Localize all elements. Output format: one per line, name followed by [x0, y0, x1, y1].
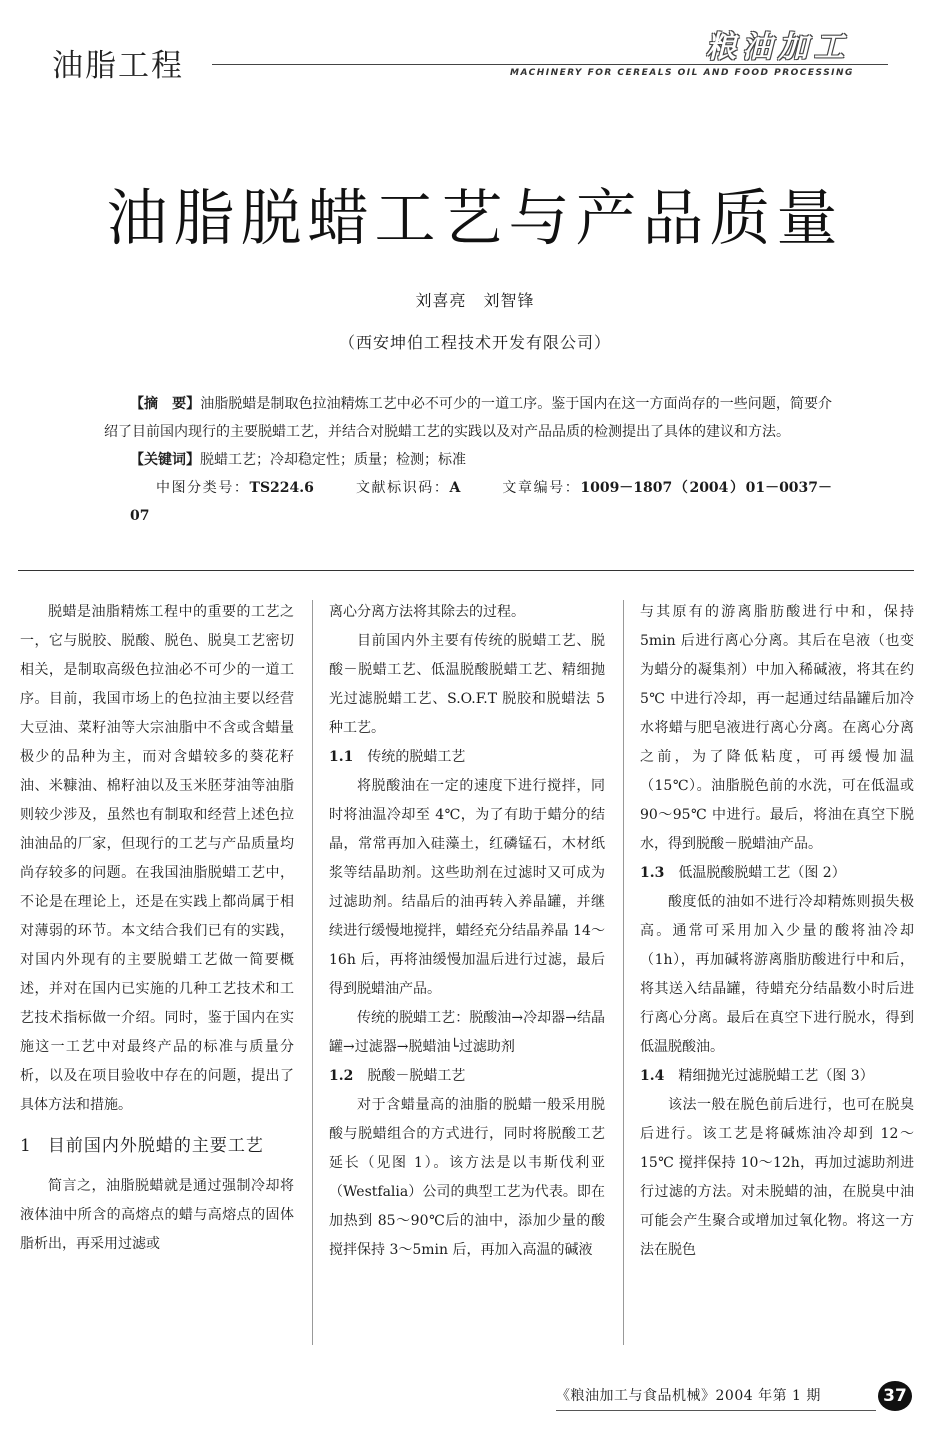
- section-heading-1: [20, 1130, 294, 1162]
- heading-number: 1.1: [329, 749, 354, 765]
- column-separator: [623, 600, 624, 1345]
- section-title: 油脂工程: [52, 48, 184, 84]
- flow-branch: └过滤助剂: [450, 1039, 515, 1055]
- article-title: 油脂脱蜡工艺与产品质量: [106, 183, 844, 254]
- abstract-tag: 【摘 要】: [130, 396, 201, 412]
- abstract: [104, 390, 832, 446]
- heading-text: 传统的脱蜡工艺: [367, 749, 466, 765]
- article-number-value: 1009－1807（2004）01－0037－07: [130, 480, 833, 524]
- heading-text: 低温脱酸脱蜡工艺（图 2）: [678, 865, 846, 881]
- heading-text: 精细抛光过滤脱蜡工艺（图 3）: [678, 1068, 874, 1084]
- keywords-text: 脱蜡工艺；冷却稳定性；质量；检测；标准: [200, 452, 466, 468]
- keywords-tag: 【关键词】: [130, 452, 200, 468]
- article-number-label: 文章编号：: [502, 480, 581, 496]
- paragraph: 该法一般在脱色前后进行，也可在脱臭后进行。该工艺是将碱炼油冷却到 12～15℃ 搅拌保持 10～12h，再加过滤助剂进行过滤的方法。对未脱蜡的油，在脱臭中油可能会产生聚合或增加过氧化物。将这一方法在脱色: [640, 1097, 914, 1258]
- abstract-divider: [18, 570, 914, 571]
- heading-number: 1.3: [640, 865, 665, 881]
- paragraph: 与其原有的游离脂肪酸进行中和，保持 5min 后进行离心分离。其后在皂液（也变为蜡分的凝集剂）中加入稀碱液，将其在约 5℃ 中进行冷却，再一起通过结晶罐后加冷水将蜡与肥皂液进行离心分离。在离心分离之前，为了降低粘度，可再缓慢加温（15℃）。油脂脱色前的水洗，可在低温或 90～95℃ 中进行。最后，将油在真空下脱水，得到脱酸－脱蜡油产品。: [640, 604, 914, 852]
- keywords: [104, 446, 832, 474]
- page-number: 37: [878, 1381, 912, 1411]
- section-heading-1-4: [640, 1062, 914, 1091]
- paragraph: 脱蜡是油脂精炼工程中的重要的工艺之一，它与脱胶、脱酸、脱色、脱臭工艺密切相关，是制取高级色拉油必不可少的一道工序。目前，我国市场上的色拉油主要以经营大豆油、菜籽油等大宗油脂中不含或含蜡量极少的品种为主，而对含蜡较多的葵花籽油、米糠油、棉籽油以及玉米胚芽油等油脂则较少涉及，虽然也有制取和经营上述色拉油油品的厂家，但现行的工艺与产品质量均尚存较多的问题。在我国油脂脱蜡工艺中，不论是在理论上，还是在实践上都尚属于相对薄弱的环节。本文结合我们已有的实践，对国内外现有的主要脱蜡工艺做一简要概述，并对在国内已实施的几种工艺技术和工艺技术指标做一介绍。同时，鉴于国内在实施这一工艺中对最终产品的标准与质量分析，以及在项目验收中存在的问题，提出了具体方法和措施。: [20, 604, 294, 1113]
- section-heading-1-1: [329, 743, 605, 772]
- heading-number: 1.4: [640, 1068, 665, 1084]
- class-value: TS224.6: [249, 480, 314, 496]
- classification-line: [104, 474, 832, 530]
- heading-text: 脱酸－脱蜡工艺: [367, 1068, 466, 1084]
- doc-value: A: [449, 480, 461, 496]
- authors: 刘喜亮 刘智锋: [415, 291, 535, 310]
- heading-number: 1.2: [329, 1068, 354, 1084]
- flow-line: 传统的脱蜡工艺：脱酸油→冷却器→结晶罐→过滤器→脱蜡油: [329, 1010, 605, 1055]
- paragraph: 酸度低的油如不进行冷却精炼则损失极高。通常可采用加入少量的酸将油冷却（1h），再加碱将游离脂肪酸进行中和后，将其送入结晶罐，待蜡充分结晶数小时后进行离心分离。最后在真空下进行脱水，得到低温脱酸油。: [640, 894, 914, 1055]
- column-separator: [312, 600, 313, 1345]
- heading-text: 目前国内外脱蜡的主要工艺: [47, 1136, 264, 1156]
- doc-label: 文献标识码：: [355, 480, 450, 496]
- paragraph: 简言之，油脂脱蜡就是通过强制冷却将液体油中所含的高熔点的蜡与高熔点的固体脂析出，再采用过滤或: [20, 1178, 294, 1252]
- paragraph: 对于含蜡量高的油脂的脱蜡一般采用脱酸与脱蜡组合的方式进行，同时将脱酸工艺延长（见图 1）。该方法是以韦斯伐利亚（Westfalia）公司的典型工艺为代表。即在加热到 85～90℃后的油中，添加少量的酸搅拌保持 3～5min 后，再加入高温的碱液: [329, 1097, 605, 1258]
- affiliation: （西安坤伯工程技术开发有限公司）: [338, 333, 611, 352]
- column-1: [20, 598, 294, 1259]
- column-2: [329, 598, 605, 1265]
- section-heading-1-3: [640, 859, 914, 888]
- column-3: [640, 598, 914, 1265]
- paragraph: 目前国内外主要有传统的脱蜡工艺、脱酸－脱蜡工艺、低温脱酸脱蜡工艺、精细抛光过滤脱蜡工艺、S.O.F.T 脱胶和脱蜡法 5 种工艺。: [329, 633, 605, 736]
- process-flow: [329, 1004, 605, 1062]
- journal-subtitle: MACHINERY FOR CEREALS OIL AND FOOD PROCESSING: [510, 68, 854, 78]
- footer-journal: 《粮油加工与食品机械》2004 年第 1 期: [556, 1388, 821, 1404]
- abstract-block: [104, 390, 832, 530]
- footer-rule: [556, 1410, 876, 1411]
- paragraph: 将脱酸油在一定的速度下进行搅拌，同时将油温冷却至 4℃，为了有助于蜡分的结晶，常常再加入硅藻土，红磷锰石，木材纸浆等结晶助剂。这些助剂在过滤时又可成为过滤助剂。结晶后的油再转入养晶罐，并继续进行缓慢地搅拌，蜡经充分结晶养晶 14～16h 后，再将油缓慢加温后进行过滤，最后得到脱蜡油产品。: [329, 778, 605, 997]
- heading-number: 1: [20, 1136, 32, 1156]
- journal-logo: 粮油加工: [706, 30, 850, 65]
- section-heading-1-2: [329, 1062, 605, 1091]
- abstract-text: 油脂脱蜡是制取色拉油精炼工艺中必不可少的一道工序。鉴于国内在这一方面尚存的一些问题，简要介绍了目前国内现行的主要脱蜡工艺，并结合对脱蜡工艺的实践以及对产品品质的检测提出了具体的建议和方法。: [104, 396, 833, 440]
- paragraph: 离心分离方法将其除去的过程。: [329, 604, 525, 620]
- class-label: 中图分类号：: [156, 480, 250, 496]
